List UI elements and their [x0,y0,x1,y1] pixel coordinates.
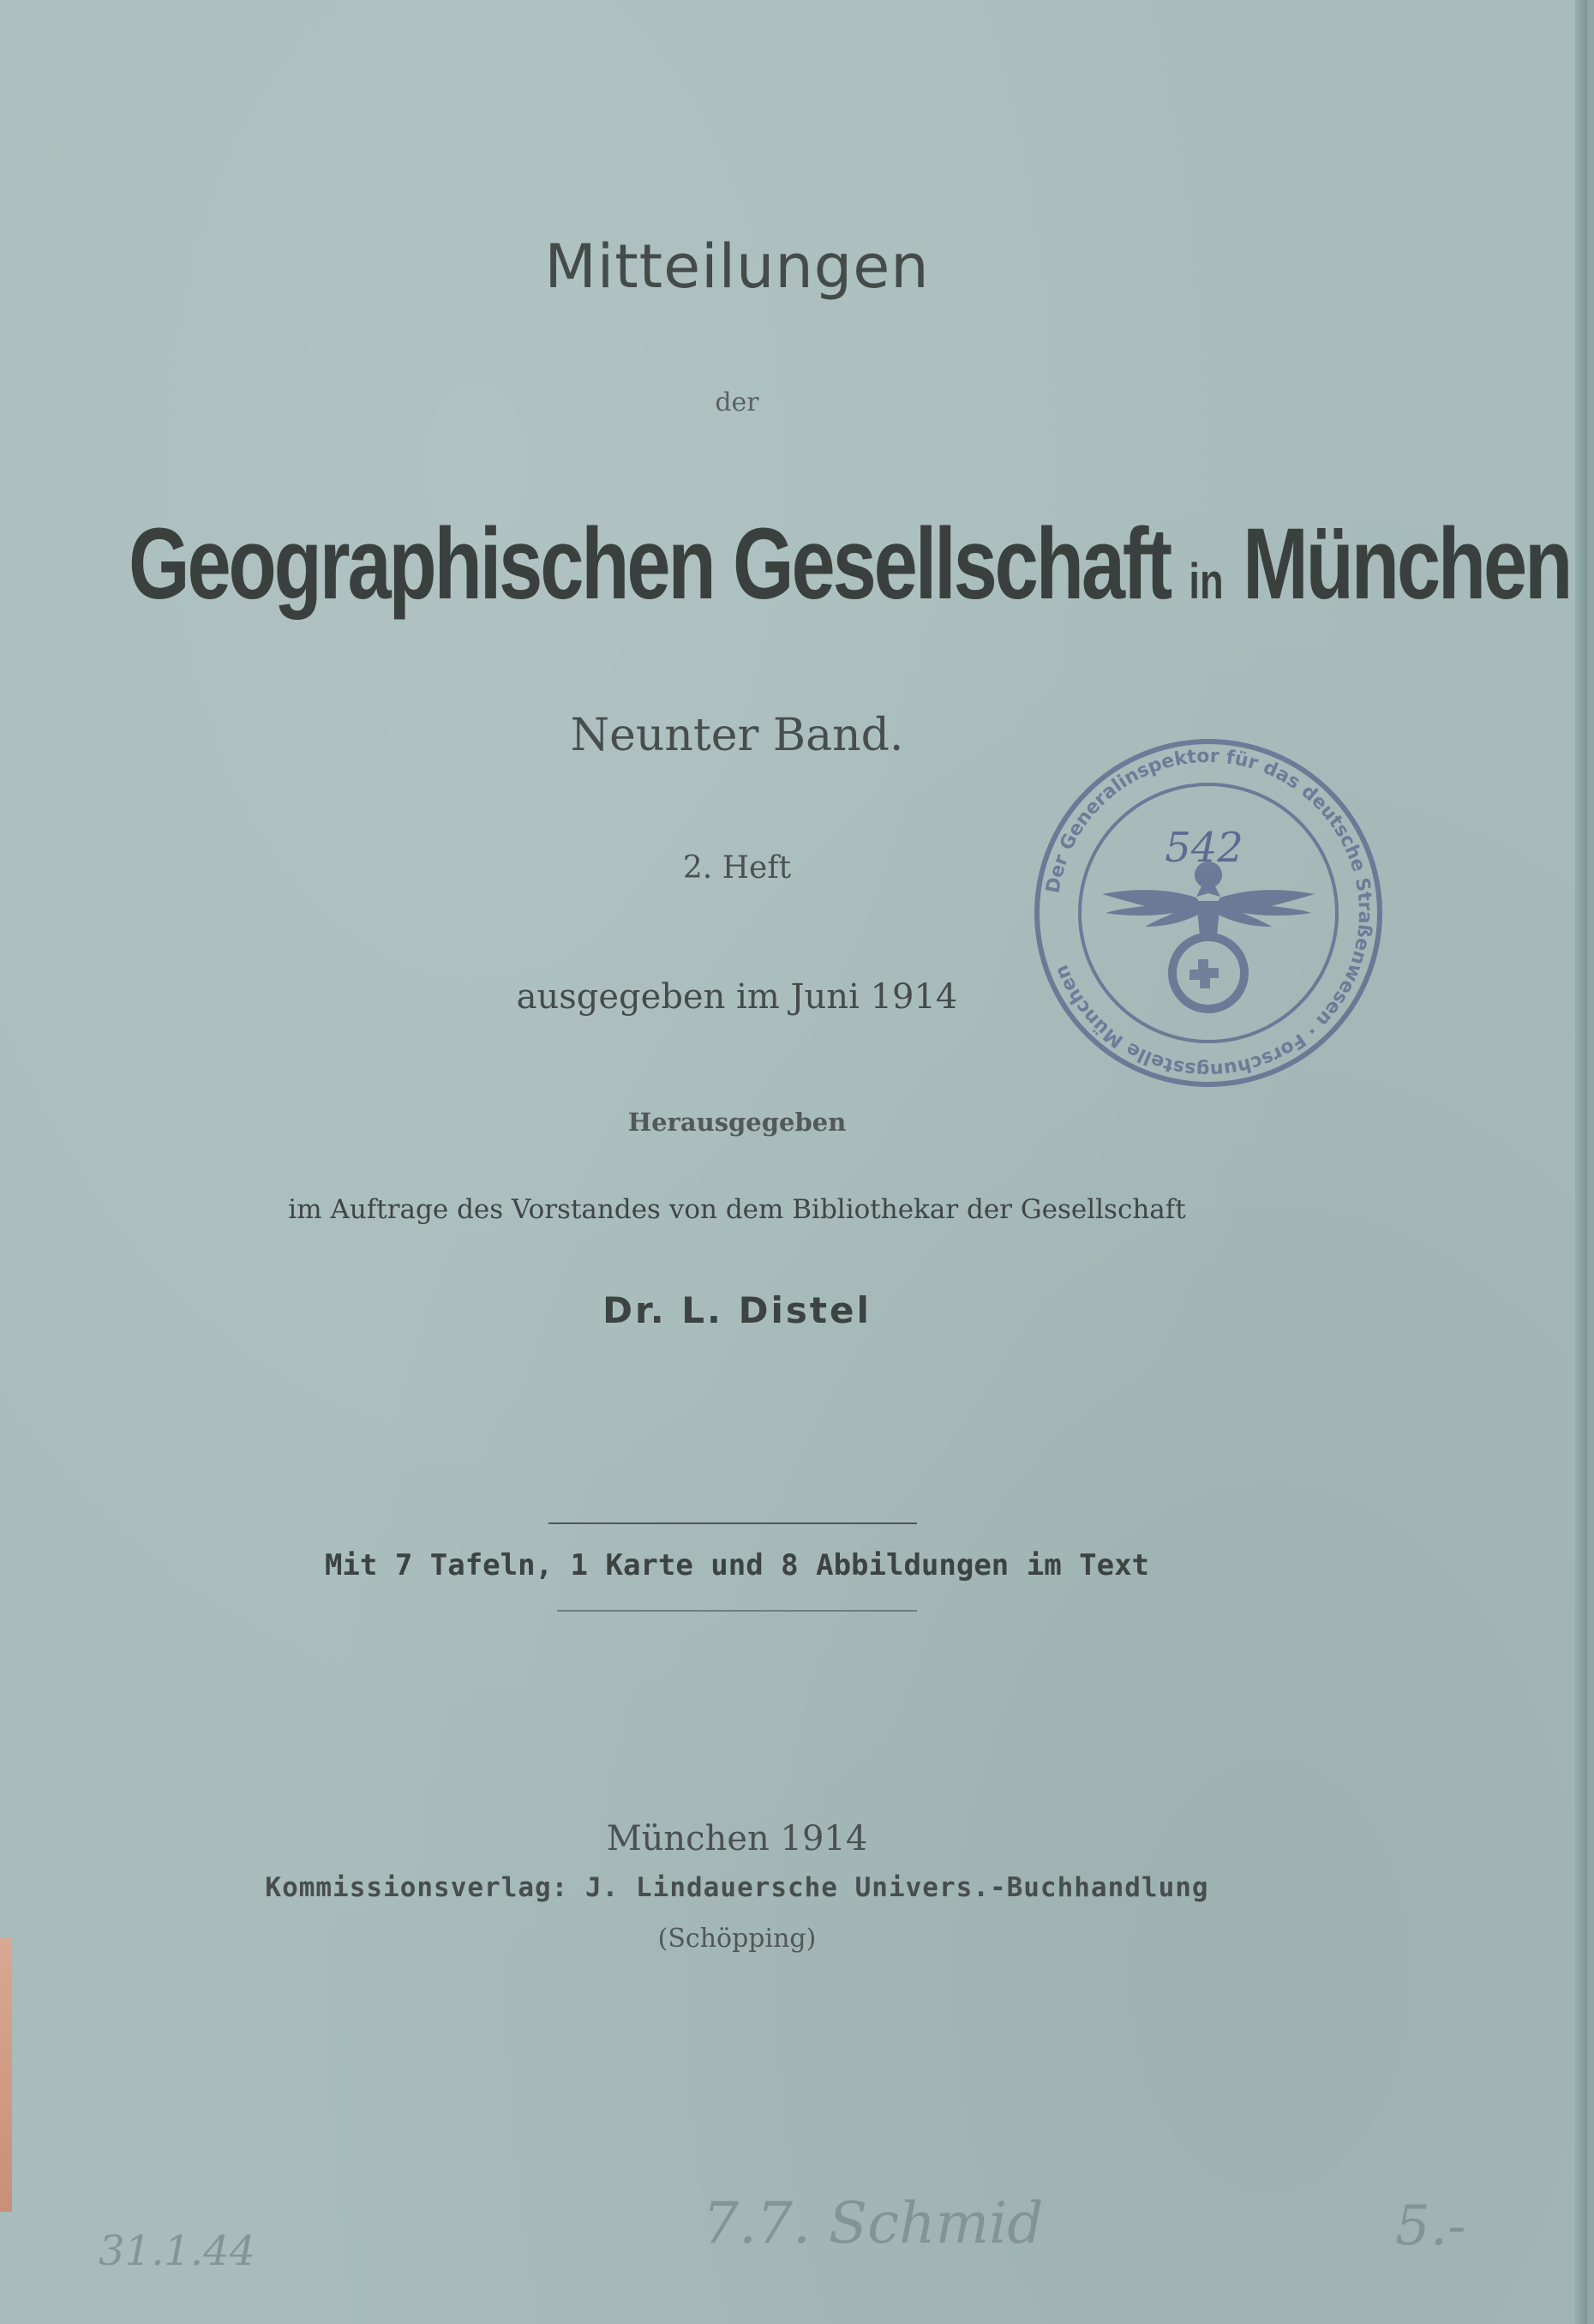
stamp-ring-text: Der Generalinspektor für das deutsche Straßenwesen · Forschungsstelle München [1042,745,1376,1081]
commission-line: im Auftrage des Vorstandes von dem Bibliothekar der Gesellschaft [288,1194,1186,1225]
library-stamp [1028,733,1388,1093]
right-edge-shadow [1575,0,1587,2324]
society-name: Geographischen Gesellschaft [129,507,1170,621]
publisher-line: Kommissionsverlag: J. Lindauersche Univers.-Buchhandlung [265,1872,1209,1903]
eagle-emblem-icon [1102,862,1315,1009]
society-city: München [1243,507,1571,621]
left-edge-tint [0,1937,12,2212]
handwritten-note-right: 5.- [1395,2195,1466,2258]
divider-bottom [557,1610,917,1612]
publisher-paren: (Schöpping) [657,1924,817,1954]
handwritten-note-left: 31.1.44 [99,2227,256,2275]
issue-line: 2. Heft [682,850,792,886]
society-in: in [1189,554,1224,610]
title-line-1: Mitteilungen [544,231,930,302]
stamp-number: 542 [1165,824,1243,872]
edited-by-line: Herausgegeben [627,1108,847,1137]
issue-date-line: ausgegeben im Juni 1914 [516,977,958,1017]
society-title [129,506,1571,622]
volume-line: Neunter Band. [570,710,904,761]
contents-note: Mit 7 Tafeln, 1 Karte und 8 Abbildungen im Text [324,1548,1150,1582]
author-name: Dr. L. Distel [602,1289,872,1331]
place-year: München 1914 [606,1819,868,1859]
handwritten-note-center: 7.7. Schmid [703,2190,1044,2256]
title-der: der [715,387,759,417]
divider-top [548,1522,917,1524]
